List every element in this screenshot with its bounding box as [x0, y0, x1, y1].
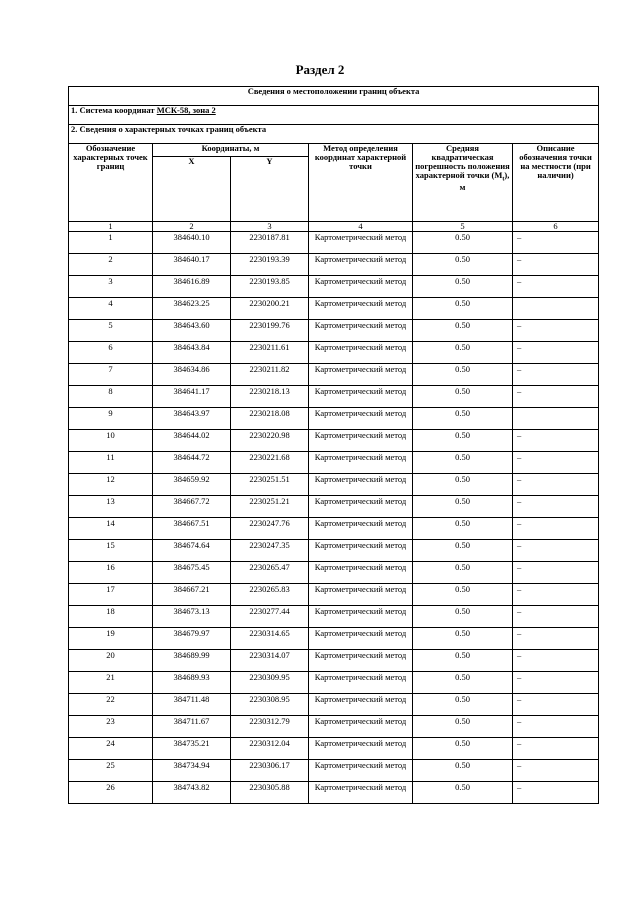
point-id: 6	[69, 342, 153, 364]
error-mt: 0.50	[413, 364, 513, 386]
coord-x: 384711.67	[153, 716, 231, 738]
point-id: 25	[69, 760, 153, 782]
header-y: Y	[231, 157, 309, 222]
point-description	[513, 408, 599, 430]
error-mt: 0.50	[413, 430, 513, 452]
header-coordinates: Координаты, м	[153, 144, 309, 157]
point-id: 24	[69, 738, 153, 760]
error-mt: 0.50	[413, 562, 513, 584]
point-id: 3	[69, 276, 153, 298]
error-mt: 0.50	[413, 606, 513, 628]
point-description: –	[513, 364, 599, 386]
coord-y: 2230277.44	[231, 606, 309, 628]
table-row	[69, 430, 599, 452]
error-mt: 0.50	[413, 276, 513, 298]
table-row	[69, 496, 599, 518]
coord-x: 384689.99	[153, 650, 231, 672]
error-mt: 0.50	[413, 518, 513, 540]
method: Картометрический метод	[309, 584, 413, 606]
coord-y: 2230247.76	[231, 518, 309, 540]
point-id: 19	[69, 628, 153, 650]
error-mt: 0.50	[413, 716, 513, 738]
column-number: 1	[69, 222, 153, 232]
coord-x: 384675.45	[153, 562, 231, 584]
method: Картометрический метод	[309, 474, 413, 496]
error-mt: 0.50	[413, 320, 513, 342]
method: Картометрический метод	[309, 496, 413, 518]
coord-x: 384674.64	[153, 540, 231, 562]
table-row	[69, 518, 599, 540]
coord-y: 2230193.85	[231, 276, 309, 298]
error-mt: 0.50	[413, 474, 513, 496]
coord-x: 384643.97	[153, 408, 231, 430]
method: Картометрический метод	[309, 408, 413, 430]
error-mt: 0.50	[413, 298, 513, 320]
coord-y: 2230305.88	[231, 782, 309, 804]
point-description: –	[513, 342, 599, 364]
table-row	[69, 364, 599, 386]
method: Картометрический метод	[309, 716, 413, 738]
point-id: 11	[69, 452, 153, 474]
column-number: 5	[413, 222, 513, 232]
coord-x: 384634.86	[153, 364, 231, 386]
point-id: 2	[69, 254, 153, 276]
point-id: 4	[69, 298, 153, 320]
coord-x: 384667.21	[153, 584, 231, 606]
coord-x: 384623.25	[153, 298, 231, 320]
coord-x: 384659.92	[153, 474, 231, 496]
point-description: –	[513, 276, 599, 298]
coord-y: 2230199.76	[231, 320, 309, 342]
coord-x: 384667.72	[153, 496, 231, 518]
coord-system-row	[69, 106, 599, 125]
point-id: 12	[69, 474, 153, 496]
method: Картометрический метод	[309, 386, 413, 408]
point-id: 21	[69, 672, 153, 694]
point-description: –	[513, 320, 599, 342]
coord-y: 2230308.95	[231, 694, 309, 716]
method: Картометрический метод	[309, 276, 413, 298]
table-row	[69, 298, 599, 320]
coord-y: 2230251.21	[231, 496, 309, 518]
error-mt: 0.50	[413, 584, 513, 606]
column-number-row	[69, 222, 599, 232]
point-description: –	[513, 496, 599, 518]
point-id: 8	[69, 386, 153, 408]
point-description: –	[513, 606, 599, 628]
error-mt: 0.50	[413, 254, 513, 276]
point-id: 18	[69, 606, 153, 628]
coord-x: 384644.72	[153, 452, 231, 474]
coord-y: 2230312.79	[231, 716, 309, 738]
table-title: Сведения о местоположении границ объекта	[69, 87, 599, 106]
method: Картометрический метод	[309, 738, 413, 760]
point-description: –	[513, 672, 599, 694]
column-number: 2	[153, 222, 231, 232]
coord-y: 2230193.39	[231, 254, 309, 276]
point-description: –	[513, 716, 599, 738]
header-point-id: Обозначение характерных точек границ	[69, 144, 153, 222]
point-description: –	[513, 650, 599, 672]
coord-y: 2230265.83	[231, 584, 309, 606]
point-id: 16	[69, 562, 153, 584]
table-body	[69, 87, 599, 804]
point-description: –	[513, 232, 599, 254]
method: Картометрический метод	[309, 452, 413, 474]
coord-x: 384735.21	[153, 738, 231, 760]
coord-x: 384743.82	[153, 782, 231, 804]
table-row	[69, 738, 599, 760]
method: Картометрический метод	[309, 672, 413, 694]
error-mt: 0.50	[413, 694, 513, 716]
table-row	[69, 782, 599, 804]
coord-y: 2230211.82	[231, 364, 309, 386]
table-row	[69, 254, 599, 276]
point-description: –	[513, 540, 599, 562]
point-description: –	[513, 518, 599, 540]
error-mt: 0.50	[413, 452, 513, 474]
method: Картометрический метод	[309, 232, 413, 254]
coord-x: 384711.48	[153, 694, 231, 716]
error-mt: 0.50	[413, 760, 513, 782]
table-row	[69, 760, 599, 782]
coord-x: 384673.13	[153, 606, 231, 628]
coord-y: 2230187.81	[231, 232, 309, 254]
points-section-title: 2. Сведения о характерных точках границ объекта	[69, 125, 599, 144]
point-description: –	[513, 694, 599, 716]
table-row	[69, 408, 599, 430]
point-id: 5	[69, 320, 153, 342]
error-mt: 0.50	[413, 496, 513, 518]
coord-x: 384640.17	[153, 254, 231, 276]
coord-y: 2230314.07	[231, 650, 309, 672]
coord-y: 2230306.17	[231, 760, 309, 782]
point-description: –	[513, 562, 599, 584]
header-x: X	[153, 157, 231, 222]
coord-y: 2230221.68	[231, 452, 309, 474]
point-description: –	[513, 628, 599, 650]
error-mt: 0.50	[413, 232, 513, 254]
error-mt: 0.50	[413, 650, 513, 672]
point-description: –	[513, 430, 599, 452]
method: Картометрический метод	[309, 364, 413, 386]
table-row	[69, 562, 599, 584]
coord-x: 384644.02	[153, 430, 231, 452]
coord-y: 2230247.35	[231, 540, 309, 562]
error-mt: 0.50	[413, 386, 513, 408]
point-id: 13	[69, 496, 153, 518]
method: Картометрический метод	[309, 606, 413, 628]
coord-y: 2230265.47	[231, 562, 309, 584]
method: Картометрический метод	[309, 540, 413, 562]
coord-x: 384641.17	[153, 386, 231, 408]
table-row	[69, 672, 599, 694]
coord-y: 2230218.08	[231, 408, 309, 430]
table-row	[69, 716, 599, 738]
coord-y: 2230309.95	[231, 672, 309, 694]
point-id: 17	[69, 584, 153, 606]
coord-system-label: 1. Система координат	[71, 105, 155, 115]
point-id: 9	[69, 408, 153, 430]
error-mt: 0.50	[413, 408, 513, 430]
coord-y: 2230314.65	[231, 628, 309, 650]
table-row	[69, 386, 599, 408]
table-row	[69, 650, 599, 672]
header-description: Описание обозначения точки на местности (при наличии)	[513, 144, 599, 222]
coord-y: 2230218.13	[231, 386, 309, 408]
method: Картометрический метод	[309, 782, 413, 804]
coord-x: 384640.10	[153, 232, 231, 254]
header-row-1	[69, 144, 599, 157]
points-section-row	[69, 125, 599, 144]
table-row	[69, 628, 599, 650]
column-number: 6	[513, 222, 599, 232]
coord-x: 384616.89	[153, 276, 231, 298]
method: Картометрический метод	[309, 430, 413, 452]
point-id: 23	[69, 716, 153, 738]
table-row	[69, 320, 599, 342]
method: Картометрический метод	[309, 650, 413, 672]
point-description: –	[513, 452, 599, 474]
point-id: 14	[69, 518, 153, 540]
coord-x: 384679.97	[153, 628, 231, 650]
coord-x: 384667.51	[153, 518, 231, 540]
coord-x: 384689.93	[153, 672, 231, 694]
coord-y: 2230211.61	[231, 342, 309, 364]
header-error	[413, 144, 513, 222]
point-description: –	[513, 782, 599, 804]
header-error-sub: t	[502, 176, 505, 183]
point-description: –	[513, 254, 599, 276]
point-description: –	[513, 760, 599, 782]
point-id: 26	[69, 782, 153, 804]
boundary-points-table	[68, 86, 599, 804]
point-description: –	[513, 584, 599, 606]
coord-y: 2230220.98	[231, 430, 309, 452]
method: Картометрический метод	[309, 518, 413, 540]
header-error-suffix: ), м	[459, 169, 510, 192]
point-id: 7	[69, 364, 153, 386]
point-description: –	[513, 738, 599, 760]
error-mt: 0.50	[413, 628, 513, 650]
table-title-row	[69, 87, 599, 106]
coord-system-cell	[69, 106, 599, 125]
section-title: Раздел 2	[295, 62, 345, 77]
coord-y: 2230200.21	[231, 298, 309, 320]
coord-x: 384734.94	[153, 760, 231, 782]
method: Картометрический метод	[309, 628, 413, 650]
method: Картометрический метод	[309, 694, 413, 716]
table-row	[69, 540, 599, 562]
point-description	[513, 298, 599, 320]
method: Картометрический метод	[309, 760, 413, 782]
method: Картометрический метод	[309, 298, 413, 320]
coord-x: 384643.84	[153, 342, 231, 364]
error-mt: 0.50	[413, 738, 513, 760]
method: Картометрический метод	[309, 342, 413, 364]
point-id: 10	[69, 430, 153, 452]
coord-y: 2230312.04	[231, 738, 309, 760]
point-id: 22	[69, 694, 153, 716]
header-error-prefix: Средняя квадратическая погрешность положения характерной точки (M	[415, 143, 510, 180]
table-row	[69, 452, 599, 474]
point-description: –	[513, 386, 599, 408]
table-row	[69, 232, 599, 254]
coord-y: 2230251.51	[231, 474, 309, 496]
method: Картометрический метод	[309, 254, 413, 276]
error-mt: 0.50	[413, 782, 513, 804]
table-row	[69, 694, 599, 716]
error-mt: 0.50	[413, 342, 513, 364]
point-id: 20	[69, 650, 153, 672]
coord-x: 384643.60	[153, 320, 231, 342]
table-row	[69, 606, 599, 628]
point-id: 1	[69, 232, 153, 254]
method: Картометрический метод	[309, 320, 413, 342]
table-row	[69, 584, 599, 606]
table-row	[69, 342, 599, 364]
point-id: 15	[69, 540, 153, 562]
header-method: Метод определения координат характерной точки	[309, 144, 413, 222]
point-description: –	[513, 474, 599, 496]
table-row	[69, 276, 599, 298]
error-mt: 0.50	[413, 672, 513, 694]
error-mt: 0.50	[413, 540, 513, 562]
column-number: 3	[231, 222, 309, 232]
coord-system-value: МСК-58, зона 2	[156, 105, 216, 115]
method: Картометрический метод	[309, 562, 413, 584]
column-number: 4	[309, 222, 413, 232]
table-row	[69, 474, 599, 496]
